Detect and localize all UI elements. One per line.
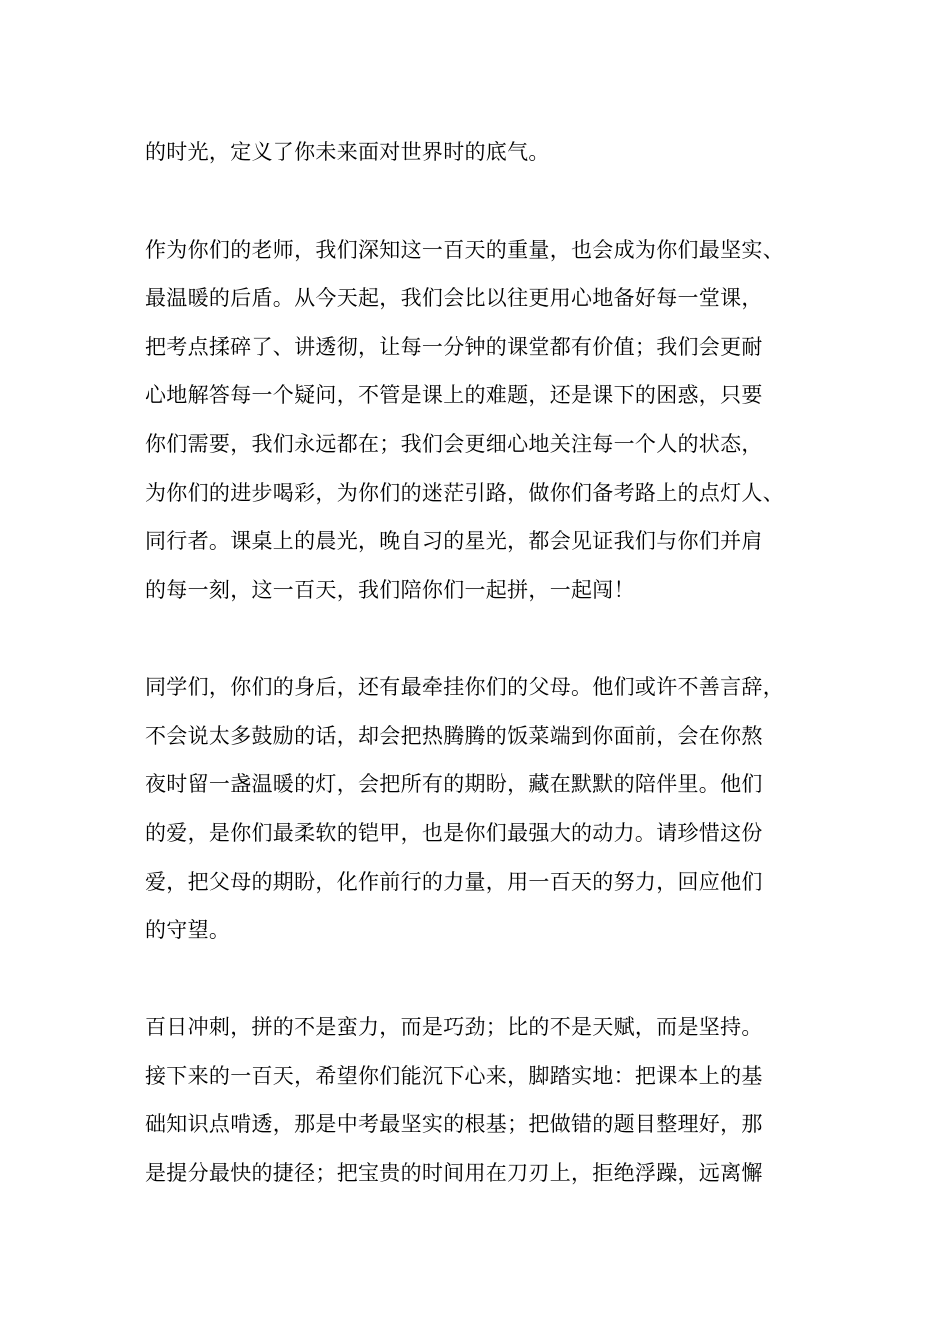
text-line: 的每一刻，这一百天，我们陪你们一起拼，一起闯！ xyxy=(145,578,635,602)
text-line: 最温暖的后盾。从今天起，我们会比以往更用心地备好每一堂课， xyxy=(145,286,763,310)
text-line: 你们需要，我们永远都在；我们会更细心地关注每一个人的状态， xyxy=(145,432,763,456)
text-line: 百日冲刺，拼的不是蛮力，而是巧劲；比的不是天赋，而是坚持。 xyxy=(145,1015,763,1039)
text-line: 把考点揉碎了、讲透彻，让每一分钟的课堂都有价值；我们会更耐 xyxy=(145,335,763,359)
text-line: 夜时留一盏温暖的灯，会把所有的期盼，藏在默默的陪伴里。他们 xyxy=(145,772,763,796)
text-line: 是提分最快的捷径；把宝贵的时间用在刀刃上，拒绝浮躁，远离懈 xyxy=(145,1161,763,1185)
text-line: 接下来的一百天，希望你们能沉下心来，脚踏实地：把课本上的基 xyxy=(145,1064,763,1088)
text-line: 础知识点啃透，那是中考最坚实的根基；把做错的题目整理好，那 xyxy=(145,1112,763,1136)
text-line: 的爱，是你们最柔软的铠甲，也是你们最强大的动力。请珍惜这份 xyxy=(145,821,763,845)
text-line: 为你们的进步喝彩，为你们的迷茫引路，做你们备考路上的点灯人、 xyxy=(145,481,784,505)
text-line: 的守望。 xyxy=(145,918,231,942)
text-line: 不会说太多鼓励的话，却会把热腾腾的饭菜端到你面前，会在你熬 xyxy=(145,724,763,748)
text-line: 的时光，定义了你未来面对世界时的底气。 xyxy=(145,140,550,164)
text-line: 爱，把父母的期盼，化作前行的力量，用一百天的努力，回应他们 xyxy=(145,870,763,894)
text-line: 作为你们的老师，我们深知这一百天的重量，也会成为你们最坚实、 xyxy=(145,238,784,262)
text-line: 心地解答每一个疑问，不管是课上的难题，还是课下的困惑，只要 xyxy=(145,383,763,407)
text-line: 同行者。课桌上的晨光，晚自习的星光，都会见证我们与你们并肩 xyxy=(145,529,763,553)
text-line: 同学们，你们的身后，还有最牵挂你们的父母。他们或许不善言辞， xyxy=(145,675,784,699)
